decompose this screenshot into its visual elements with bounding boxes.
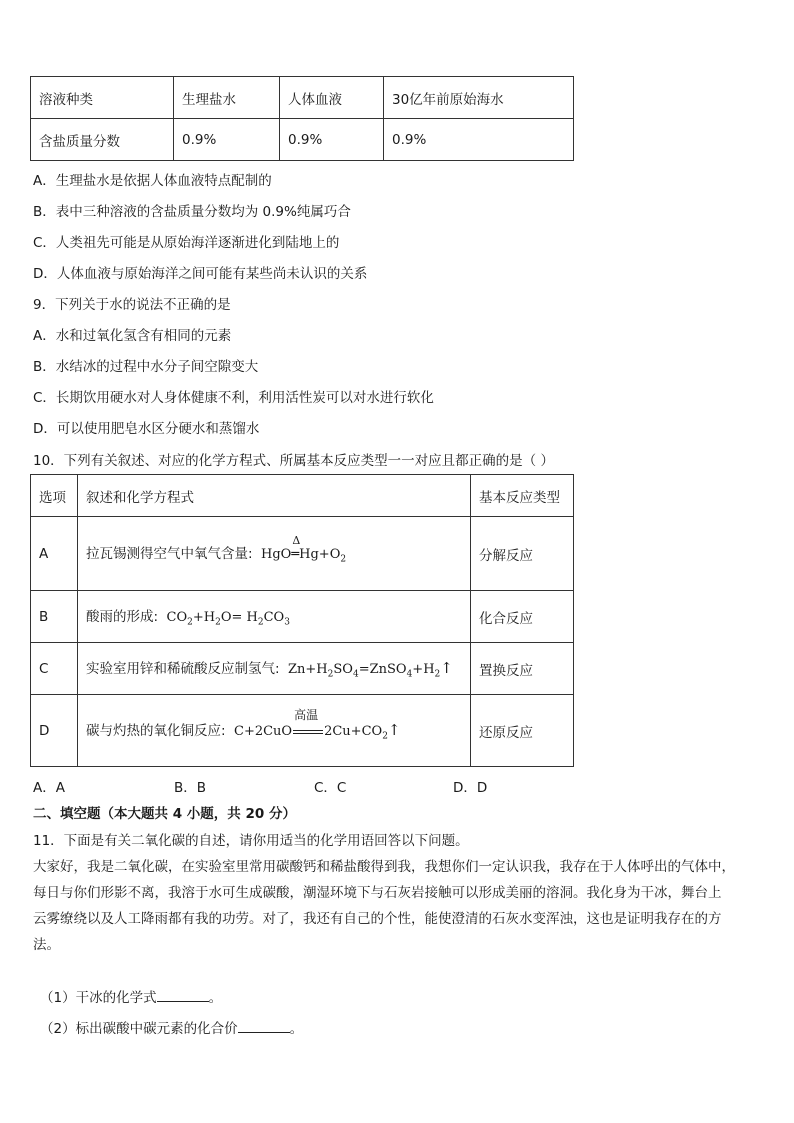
q9-stem: 9．下列关于水的说法不正确的是 bbox=[33, 297, 231, 313]
table-cell: 生理盐水 bbox=[174, 77, 280, 119]
heat-condition: Δ bbox=[292, 534, 301, 548]
answer-blank-2[interactable] bbox=[238, 1020, 290, 1033]
table-row bbox=[31, 77, 574, 119]
q9-option-c: C．长期饮用硬水对人身体健康不利，利用活性炭可以对水进行软化 bbox=[33, 390, 434, 406]
table-cell: D bbox=[31, 695, 78, 767]
equation-a: HgO Δ $═Hg+O_2$ bbox=[256, 534, 347, 565]
passage-line: 云雾缭绕以及人工降雨都有我的功劳。对了，我还有自己的个性，能使澄清的石灰水变浑浊，这也是证明我存在的方 bbox=[33, 911, 722, 927]
section-title: 二、填空题（本大题共 4 小题，共 20 分） bbox=[33, 806, 296, 822]
q8-option-a: A．生理盐水是依据人体血液特点配制的 bbox=[33, 173, 272, 189]
equation-b: $CO_2+H_2O= H_2CO_3$ bbox=[162, 610, 290, 628]
table-cell: 0.9% bbox=[174, 119, 280, 161]
sub2-end: 。 bbox=[289, 1021, 304, 1037]
table-cell: 基本反应类型 bbox=[471, 475, 574, 517]
table-row bbox=[31, 643, 574, 695]
table-cell: 化合反应 bbox=[471, 591, 574, 643]
q10-answer-c: C．C bbox=[314, 780, 347, 796]
table-row bbox=[31, 517, 574, 591]
passage-line: 每日与你们形影不离，我溶于水可生成碳酸，潮湿环境下与石灰岩接触可以形成美丽的溶洞。我化身为干冰，舞台上 bbox=[33, 885, 722, 901]
sub1-text: （1）干冰的化学式 bbox=[40, 990, 157, 1006]
q11-passage bbox=[33, 854, 753, 958]
q10-answer-b: B．B bbox=[174, 780, 207, 796]
table-cell: 分解反应 bbox=[471, 517, 574, 591]
q8-option-b: B．表中三种溶液的含盐质量分数均为 0.9%纯属巧合 bbox=[33, 204, 351, 220]
table-cell bbox=[78, 591, 471, 643]
salt-content-table bbox=[30, 76, 574, 161]
q11-sub2 bbox=[40, 1017, 303, 1037]
table-row bbox=[31, 591, 574, 643]
passage-line: 大家好，我是二氧化碳，在实验室里常用碳酸钙和稀盐酸得到我，我想你们一定认识我，我存在于人体呼出的气体中， bbox=[33, 859, 735, 875]
table-cell bbox=[78, 643, 471, 695]
q8-option-c: C．人类祖先可能是从原始海洋逐渐进化到陆地上的 bbox=[33, 235, 340, 251]
table-cell: A bbox=[31, 517, 78, 591]
table-cell bbox=[78, 695, 471, 767]
q11-sub1 bbox=[40, 986, 222, 1006]
table-cell: 选项 bbox=[31, 475, 78, 517]
q10-stem: 10．下列有关叙述、对应的化学方程式、所属基本反应类型一一对应且都正确的是（ ） bbox=[33, 453, 554, 469]
q10-answer-d: D．D bbox=[453, 780, 488, 796]
row-description: 碳与灼热的氧化铜反应: bbox=[86, 723, 226, 740]
row-description: 实验室用锌和稀硫酸反应制氢气: bbox=[86, 661, 280, 678]
q9-option-b: B．水结冰的过程中水分子间空隙变大 bbox=[33, 359, 259, 375]
equation-d: C+2CuO 高温 $2Cu+CO_2↑$ bbox=[229, 708, 401, 742]
equation-c: $Zn+H_2SO_4=ZnSO_4+H_2↑$ bbox=[283, 659, 453, 680]
sub1-end: 。 bbox=[208, 990, 223, 1006]
table-cell bbox=[78, 517, 471, 591]
table-cell: 含盐质量分数 bbox=[31, 119, 174, 161]
table-cell: 还原反应 bbox=[471, 695, 574, 767]
q8-option-d: D．人体血液与原始海洋之间可能有某些尚未认识的关系 bbox=[33, 266, 368, 282]
table-cell: 人体血液 bbox=[280, 77, 384, 119]
table-cell: 0.9% bbox=[384, 119, 574, 161]
table-row bbox=[31, 119, 574, 161]
table-cell: 置换反应 bbox=[471, 643, 574, 695]
table-row bbox=[31, 475, 574, 517]
high-temp-condition: 高温 bbox=[294, 708, 319, 723]
reaction-table bbox=[30, 474, 574, 767]
row-description: 拉瓦锡测得空气中氧气含量: bbox=[86, 546, 253, 563]
q9-option-d: D．可以使用肥皂水区分硬水和蒸馏水 bbox=[33, 421, 260, 437]
table-cell: 叙述和化学方程式 bbox=[78, 475, 471, 517]
table-row bbox=[31, 695, 574, 767]
table-cell: 0.9% bbox=[280, 119, 384, 161]
passage-line: 法。 bbox=[33, 937, 60, 953]
table-cell: 溶液种类 bbox=[31, 77, 174, 119]
answer-blank-1[interactable] bbox=[157, 989, 209, 1002]
table-cell: 30亿年前原始海水 bbox=[384, 77, 574, 119]
table-cell: B bbox=[31, 591, 78, 643]
row-description: 酸雨的形成: bbox=[86, 609, 159, 626]
table-cell: C bbox=[31, 643, 78, 695]
sub2-text: （2）标出碳酸中碳元素的化合价 bbox=[40, 1021, 238, 1037]
q11-stem: 11．下面是有关二氧化碳的自述，请你用适当的化学用语回答以下问题。 bbox=[33, 833, 469, 849]
q9-option-a: A．水和过氧化氢含有相同的元素 bbox=[33, 328, 232, 344]
q10-answer-a: A．A bbox=[33, 780, 65, 796]
